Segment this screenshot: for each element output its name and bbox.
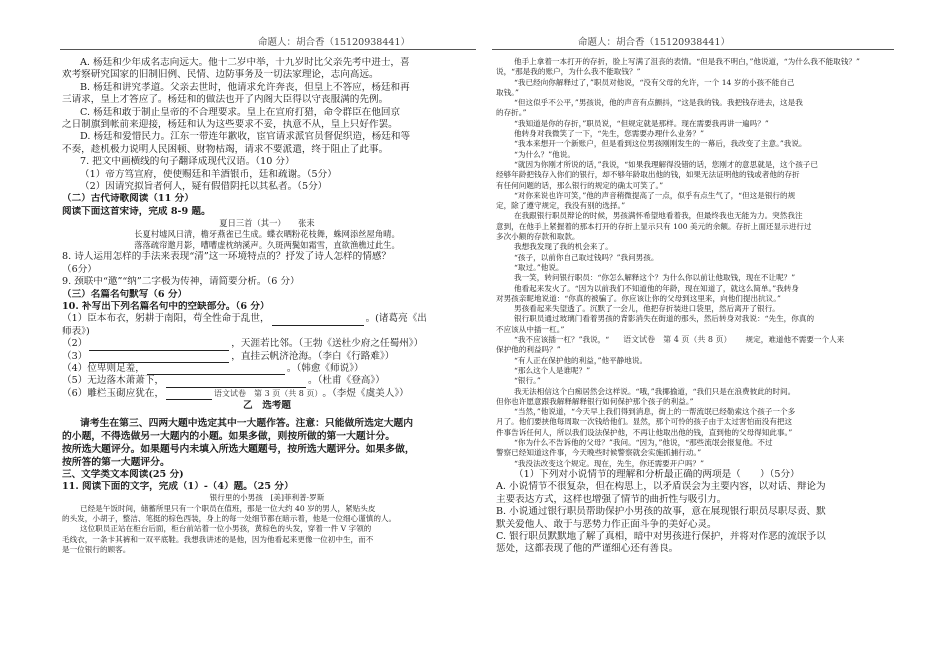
- option-b-line1: B. 小说通过银行职员帮助保护小男孩的故事，意在展现银行职员尽职尽责、默: [496, 506, 826, 518]
- story-line: 是一位银行的顾客。: [62, 544, 131, 554]
- story-line: 警察已经知道这件事，今天晚些时候警察就会实施抓捕行动。”: [496, 448, 702, 458]
- story-line: “有人正在保护他的利益，”他平静地说。: [514, 355, 648, 365]
- story-line: 意到，在他手上紧握着的那本打开的存折上显示只有 100 美元的余额。存折上面还显示进行过: [496, 221, 812, 231]
- story-line: 我想我发现了我的机会来了。: [514, 242, 613, 252]
- story-line: 的头发，小胡子，整洁、笔挺的棕色西装，身上的每一处细节都在暗示着，他是一位细心谨慎的人。: [62, 513, 397, 523]
- story-line: “但这似乎不公平，”男孩说，他的声音有点颤抖，“这是我的钱。我把钱存进去，这是我: [514, 98, 803, 108]
- fill-item-5: （5）无边落木萧萧下， 。（杜甫《登高》）: [62, 375, 385, 387]
- story-line: “取过。”他说。: [514, 262, 564, 272]
- question-8-line1: 8. 诗人运用怎样的手法来表现“清”这一环境特点的？抒发了诗人怎样的情感？: [62, 251, 392, 263]
- answer-blank[interactable]: [89, 341, 229, 351]
- elective-note-3: 按所选大题评分。如果题号内未填入所选大题题号，按所选大题评分。如果多做，: [62, 443, 415, 455]
- story-line: 我一笑，转问银行职员：“你怎么解释这个？为什么你以前让他取钱，现在不让呢？”: [514, 273, 796, 283]
- story-line: “就因为你刚才所说的话，”我说，“如果我理解得没错的话，您刚才的意思就是，这个孩子已: [514, 159, 818, 169]
- option-d-line1: D. 杨廷和爱惜民力。江东一带连年歉收，宦官请求派官员督促织造，杨廷和等: [80, 131, 411, 143]
- story-line: “当然，”他说道，“今天早上我们得到消息，街上的一帮流氓已经勒索这个孩子一个多: [514, 407, 796, 417]
- header-rule-left: [60, 49, 476, 50]
- answer-blank[interactable]: [89, 353, 229, 363]
- header-author-left: 命题人：胡合香（15120938441）: [258, 37, 410, 48]
- answer-blank[interactable]: [166, 390, 212, 400]
- story-line: “银行。”: [514, 376, 541, 386]
- section-literary-heading: 三、文学类文本阅读(25 分): [62, 468, 184, 480]
- question-8-line2: （6分）: [62, 263, 97, 275]
- question-7-2: （2）因请究拟旨者何人，疑有假借阴托以其私者。（5分）: [80, 181, 328, 193]
- story-line: 已经是午饭时间，储蓄所里只有一个职员在值班，那是一位大约 40 岁的男人，紧贴头皮: [80, 503, 376, 513]
- elective-note-2: 的小题，不得选做另一大题内的小题。如果多做，则按所做的第一大题计分。: [62, 430, 396, 442]
- answer-blank[interactable]: [166, 378, 306, 388]
- option-a-line2: 主要表达方式，这样也增强了情节的曲折性与吸引力。: [496, 493, 727, 505]
- answer-blank[interactable]: [147, 365, 285, 375]
- section-poetry-heading: （二）古代诗歌阅读（11 分）: [62, 193, 194, 205]
- story-line: 他手上拿着一本打开的存折，脸上写满了沮丧的表情。“但是我不明白，”他说道，“为什么我不能取钱？”: [514, 57, 860, 66]
- story-line: “为什么？”他说。: [514, 149, 575, 159]
- story-line: 但你也许愿意跟我解释解释银行如何保护那个孩子的利益。”: [496, 396, 694, 406]
- option-c-line2: 惩处，这都表现了他的严谨细心还有善良。: [496, 543, 679, 555]
- question-11-1: （1）下列对小说情节的理解和分析最正确的两项是（ ）（5分）: [514, 468, 800, 480]
- story-line: “对你来说也许可笑，”他的声音稍微提高了一点，似乎有点生气了，“但这是银行的规: [514, 190, 796, 200]
- poetry-instruction: 阅读下面这首宋诗，完成 8-9 题。: [62, 205, 211, 217]
- question-10: 10. 补写出下列名篇名句中的空缺部分。（6 分）: [62, 300, 270, 312]
- story-line: 有任何问题的话，那么银行的规定的确太可笑了。”: [496, 180, 664, 190]
- story-line: 件事告诉任何人，所以我们设法保护他，不再让他取出他的钱，直到他的父母得知此事。”: [496, 427, 793, 437]
- header-author-right: 命题人：胡合香（15120938441）: [578, 37, 730, 48]
- option-a-line1: A. 杨廷和少年成名志向远大。他十二岁中举，十九岁时比父亲先考中进士，喜: [80, 57, 410, 68]
- question-7-1: （1）帝方笃宣府，使使赐廷和羊酒银币，廷和疏谢。（5分）: [80, 168, 337, 180]
- story-line: 银行职员通过玻璃门看着男孩的背影消失在街道的那头，然后转身对我说：“先生，你真的: [514, 314, 815, 324]
- option-c-line1: C. 银行职员默默地了解了真相，暗中对男孩进行保护，并将对作恶的流氓予以: [496, 530, 826, 542]
- question-9: 9. 颈联中“邀”“纳”二字极为传神，请简要分析。（6 分）: [62, 276, 300, 288]
- option-c-line2: 之日制旗到帐前来迎接，杨廷和认为这些要求不妥，执意不从，皇上只好作罢。: [62, 119, 398, 131]
- poem-title: 夏日三首（其一） 张耒: [219, 218, 315, 229]
- fill-item-4: （4）位卑则足羞， 。（韩愈《师说》）: [62, 362, 364, 374]
- option-b-line2: 三请求，皇上才答应了。杨廷和的做法也开了内阁大臣得以守丧服满的先例。: [62, 94, 389, 106]
- story-line: “我知道是你的存折，”职员说，“但规定就是那样。现在需要我再讲一遍吗？”: [514, 118, 769, 128]
- story-line: 毛线衣，一条卡其裤和一双平底鞋。我想我讲述的是他，因为他看起来更像一位初中生，而不: [62, 534, 374, 544]
- option-a-line2: 欢考察研究国家的旧制旧例、民情、边防事务及一切法家理论，志向高远。: [62, 69, 379, 81]
- elective-note-1: 请考生在第三、四两大题中选定其中一大题作答。注意：只能做所选定大题内: [80, 417, 414, 429]
- answer-blank[interactable]: [272, 316, 364, 326]
- question-11: 11. 阅读下面的文字，完成（1）-（4）题。（25 分）: [62, 480, 294, 492]
- page-footer-left: 语文试卷 第 3 页（共 8 页）: [214, 388, 323, 398]
- story-line: 保护他的利益吗？”: [496, 345, 561, 355]
- story-line: 他转身对我微笑了一下，“先生，您需要办理什么业务？”: [514, 129, 705, 139]
- page-header: [0, 0, 950, 48]
- question-7: 7. 把文中画横线的句子翻译成现代汉语。（10 分）: [80, 156, 295, 168]
- story-line: 说，“那是我的账户，为什么我不能取钱？”: [496, 67, 641, 77]
- elective-note-4: 按所答的第一大题评分。: [62, 456, 170, 468]
- story-line: 多次小额的存款和取款。: [496, 232, 580, 242]
- story-title: 银行里的小男孩 [美]菲利普·罗斯: [209, 493, 325, 503]
- story-line: “我已经向你解释过了，”职员对他说，“没有父母的允许，一个 14 岁的小孩不能自己: [514, 77, 795, 87]
- story-line: 在我跟银行职员辩论的时候，男孩满怀希望地看着我，但最终我也无能为力。突然我注: [514, 211, 803, 221]
- section-recitation-heading: （三）名篇名句默写（6 分）: [62, 288, 188, 300]
- story-line: 月了。他们要挟他每周取一次钱给他们。显然，那个可怜的孩子由于太过害怕而没有把这: [496, 417, 793, 427]
- left-column: [62, 57, 472, 555]
- header-rule-right: [492, 49, 894, 50]
- story-line: 不应该从中插一杠。”: [496, 324, 565, 334]
- fill-item-2: （2） ，天涯若比邻。（王勃《送杜少府之任蜀州》）: [62, 338, 424, 350]
- page-footer-right: 语文试卷 第 4 页（共 8 页）: [623, 335, 732, 345]
- option-a-line1: A. 小说情节不很复杂，但在构思上，以矛盾误会为主要内容，以对话、辩论为: [496, 481, 826, 493]
- fill-item-1-source: 师表》): [62, 325, 90, 337]
- fill-item-3: （3） ，直挂云帆济沧海。（李白《行路难》）: [62, 350, 395, 362]
- option-b-line1: B. 杨廷和讲究孝道。父亲去世时，他请求允许奔丧，但皇上不答应，杨廷和再: [80, 81, 410, 93]
- story-line: “孩子，以前你自己取过钱吗？”我问男孩。: [514, 252, 659, 262]
- option-c-line1: C. 杨廷和敢于制止皇帝的不合理要求。皇上在宣府打猎，命令群臣在他回京: [80, 106, 401, 118]
- story-line: 取钱。”: [496, 87, 519, 97]
- story-line: 定，除了遵守规定，我没有别的选择。”: [496, 201, 626, 211]
- fill-item-6: （6）雕栏玉砌应犹在， 语文试卷 第 3 页（共 8 页） 。（李煜《虞美人》）: [62, 387, 409, 399]
- right-column: [496, 57, 894, 556]
- story-line: “你为什么不告诉他的父母？”我问。“因为，”他说，“那些流氓会报复他。不过: [514, 437, 773, 447]
- story-line: “我没法改变这个规定。现在，先生，你还需要开户吗？”: [514, 458, 705, 468]
- story-line: “那么这个人是谁呢？”: [514, 365, 591, 375]
- story-line-with-footer: “我不应该插一杠？”我说，“ 语文试卷 第 4 页（共 8 页） 规定，难道他不需要一个人来: [514, 335, 845, 345]
- poem-line-1: 长夏村墟风日清，檐牙燕雀已生成。蝶衣晒粉花枝舞，蛛网添丝屋角晴。: [134, 229, 400, 240]
- story-line: 经够年龄把钱存入你们的银行，却不够年龄取出他的钱，如果无法证明他的钱或者他的存折: [496, 170, 800, 180]
- poem-line-2: 落落疏帘邀月影，嘈嘈虚枕纳溪声。久斑两鬓如霜雪，直欲渔樵过此生。: [134, 240, 400, 251]
- story-line: 男孩看起来失望透了。沉默了一会儿，他把存折装进口袋里，然后离开了银行。: [514, 304, 780, 314]
- story-line: “我本来想开一个新账户，但是看到这位男孩刚刚发生的一幕后，我改变了主意。”我说。: [514, 139, 807, 149]
- elective-heading: 乙 选考题: [243, 400, 291, 412]
- fill-item-1: （1）臣本布衣，躬耕于南阳，苟全性命于乱世， 。(诸葛亮《出: [62, 313, 427, 325]
- story-line: 我无法相信这个白痴居然会这样说。“哦，”我揶揄道，“我们只是在浪费彼此的时间。: [514, 386, 796, 396]
- story-line: 这位职员正站在柜台后面，柜台前站着一位小男孩，黄棕色的头发，穿着一件 V 字领的: [80, 524, 372, 534]
- story-line: 对男孩亲昵地说道：“你真的被骗了。你应该让你的父母到这里来，向他们提出抗议。”: [496, 293, 781, 303]
- story-line: 的存折。”: [496, 108, 527, 118]
- option-b-line2: 默关爱他人、敢于与恶势力作正面斗争的美好心灵。: [496, 518, 717, 530]
- option-d-line2: 不奏，趁机极力说明人民困顿、财物枯竭，请求不要派遣，终于阻止了此事。: [62, 143, 389, 155]
- story-line: 他看起来发火了。“因为以前我们不知道他的年龄，现在知道了，就这么简单。”我转身: [514, 283, 799, 293]
